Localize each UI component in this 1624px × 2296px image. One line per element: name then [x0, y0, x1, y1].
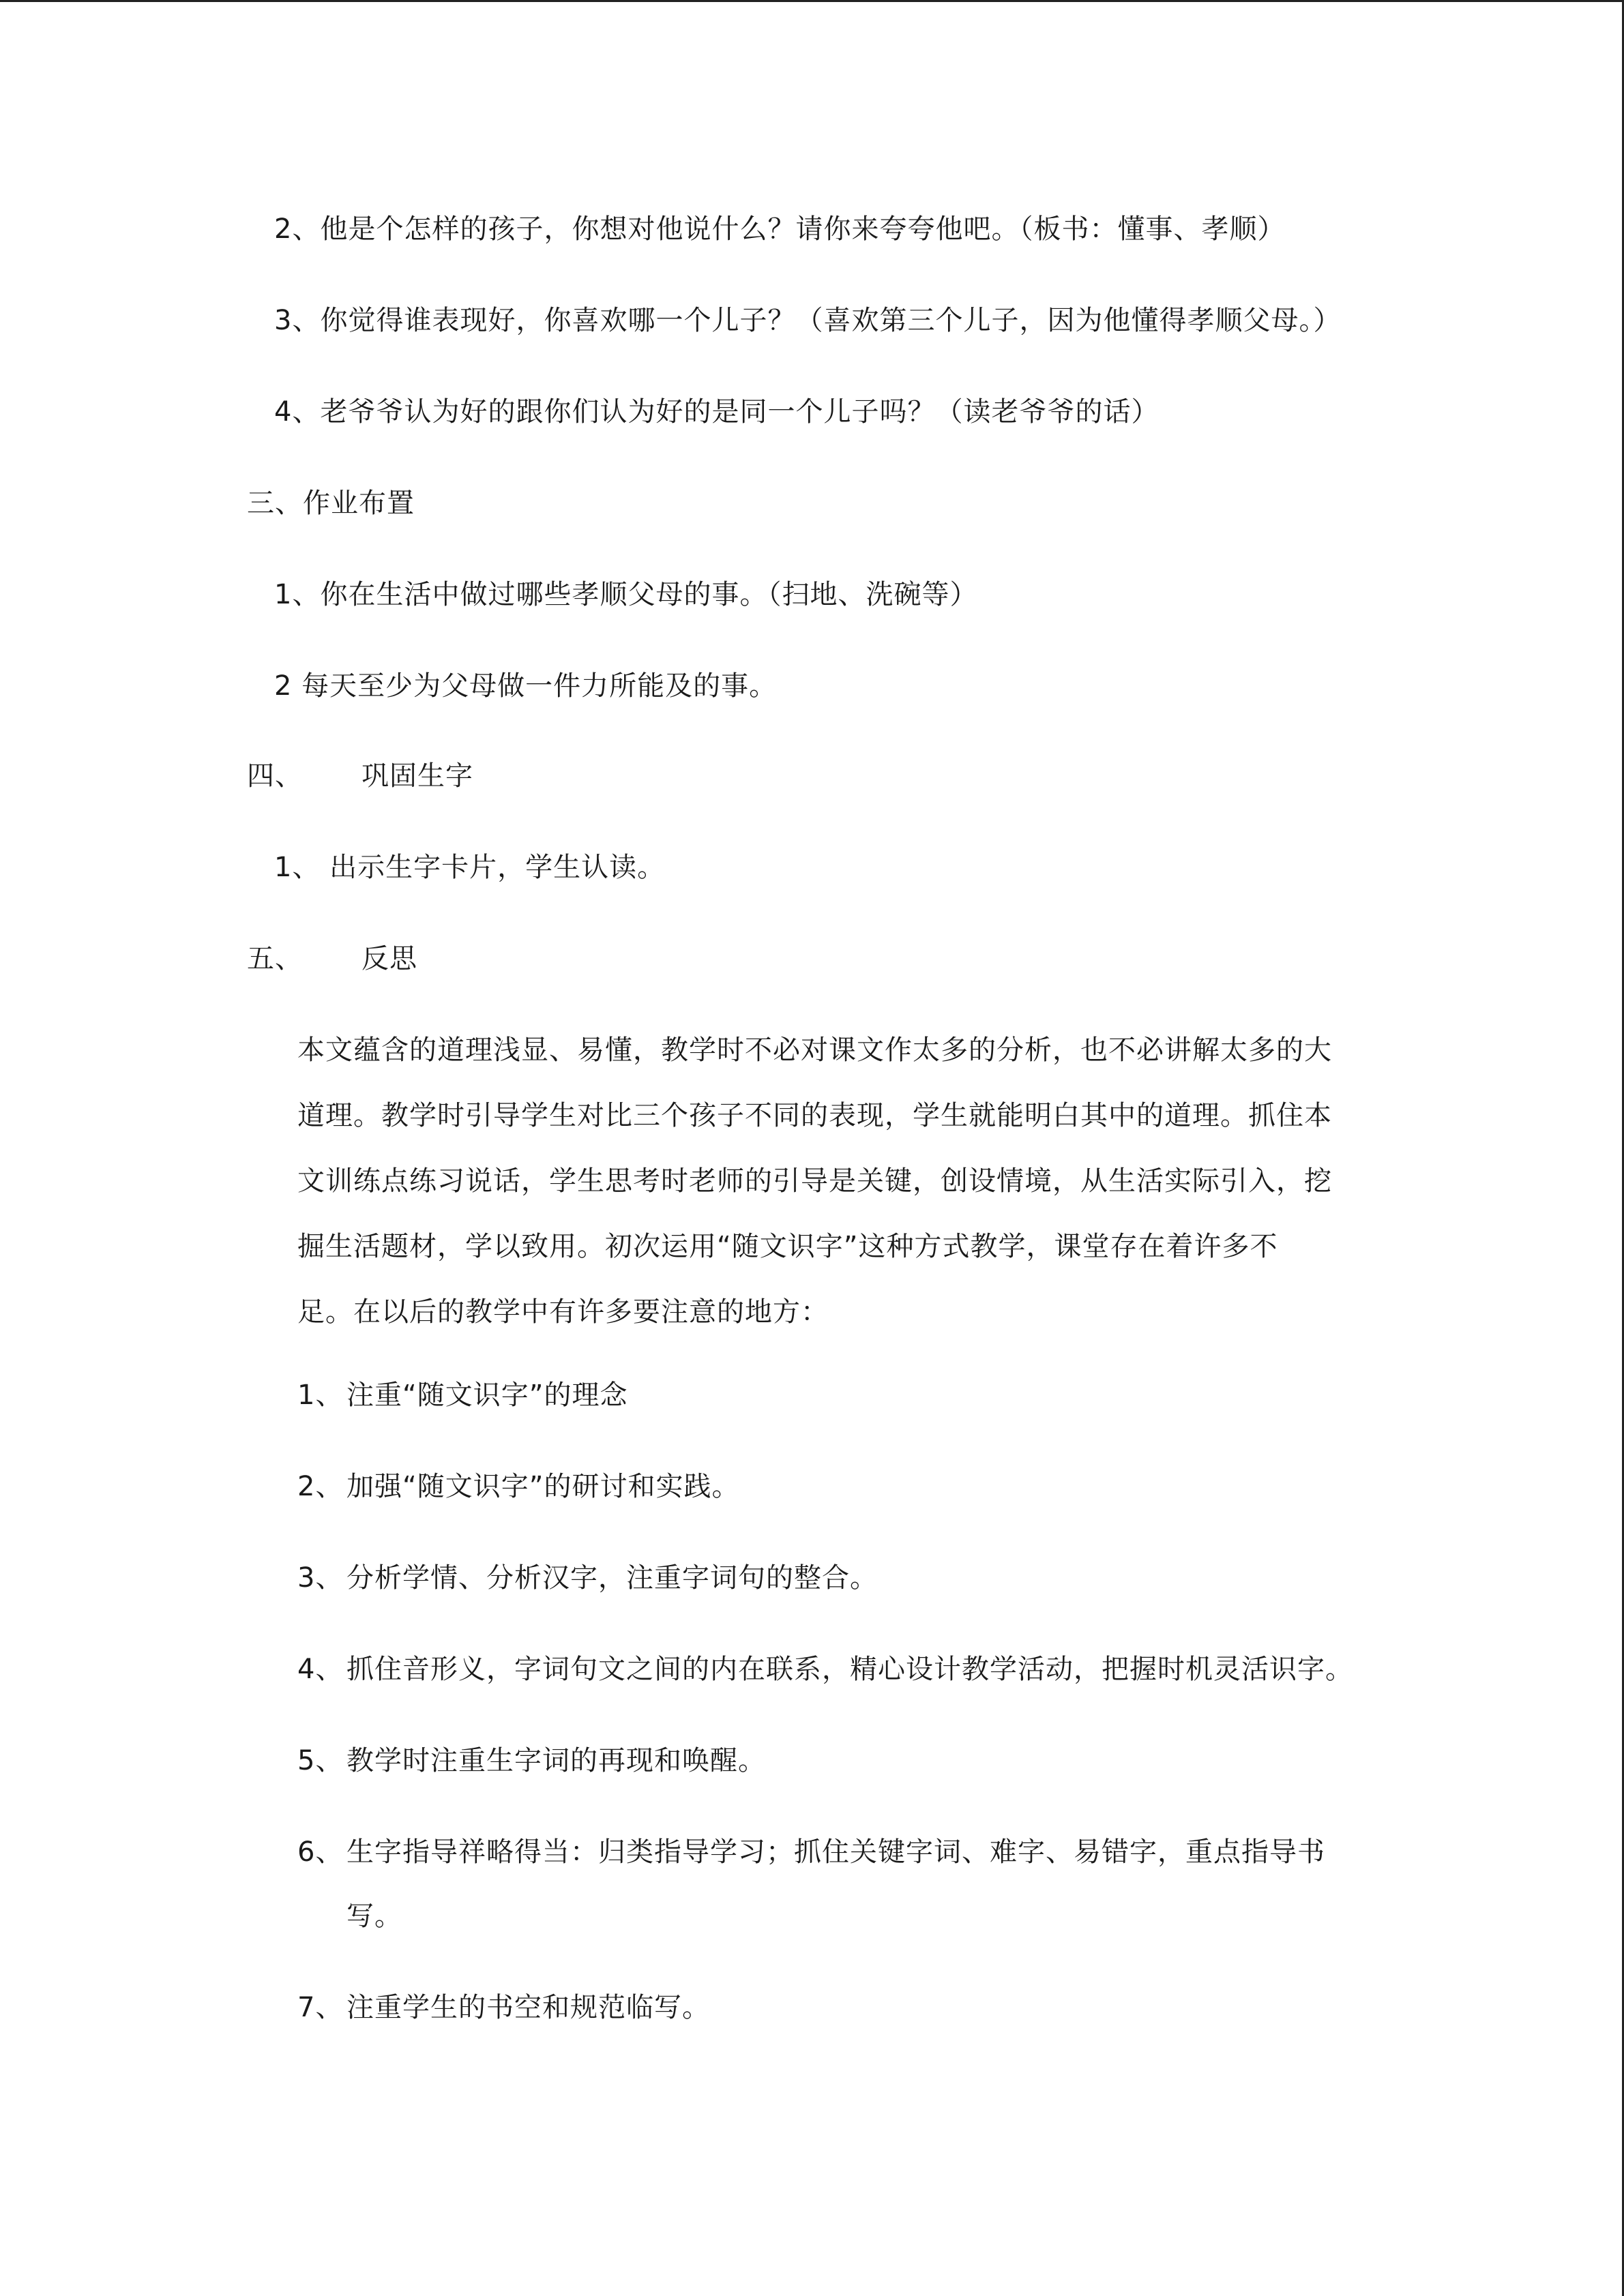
paragraph-line: 文训练点练习说话，学生思考时老师的引导是关键，创设情境，从生活实际引入，挖	[297, 1165, 1332, 1197]
section-heading: 三、作业布置	[247, 488, 415, 519]
list-item	[297, 1994, 710, 2021]
list-text: 分析学情、分析汉字，注重字词句的整合。	[346, 1562, 878, 1594]
list-text: 注重学生的书空和规范临写。	[346, 1992, 710, 2023]
list-item	[297, 1656, 1353, 1683]
list-number: 7、	[297, 1992, 344, 2023]
list-item: 1、 出示生字卡片，学生认读。	[274, 852, 666, 883]
paragraph-line: 道理。教学时引导学生对比三个孩子不同的表现，学生就能明白其中的道理。抓住本	[297, 1100, 1332, 1131]
list-item	[297, 1473, 739, 1500]
list-number: 2、	[297, 1471, 344, 1502]
list-item: 1、你在生活中做过哪些孝顺父母的事。（扫地、洗碗等）	[274, 579, 978, 610]
section-heading	[247, 945, 417, 972]
list-number: 1、	[297, 1380, 344, 1411]
page-top-border	[0, 0, 1624, 2]
list-number: 5、	[297, 1745, 344, 1776]
list-text: 生字指导祥略得当：归类指导学习；抓住关键字词、难字、易错字，重点指导书	[346, 1836, 1325, 1868]
list-text: 加强“随文识字”的研讨和实践。	[346, 1471, 740, 1502]
list-item: 4、老爷爷认为好的跟你们认为好的是同一个儿子吗？（读老爷爷的话）	[274, 396, 1160, 428]
list-item	[297, 1564, 878, 1592]
list-number: 4、	[297, 1654, 344, 1685]
list-number: 3、	[297, 1562, 344, 1594]
list-text: 教学时注重生字词的再现和唤醒。	[346, 1745, 766, 1776]
section-title: 反思	[361, 943, 417, 974]
list-number: 6、	[297, 1836, 344, 1868]
section-number: 五、	[247, 943, 303, 974]
list-item	[297, 1382, 628, 1409]
section-title: 巩固生字	[361, 760, 473, 792]
paragraph-line: 足。在以后的教学中有许多要注意的地方：	[297, 1296, 829, 1328]
list-item: 3、你觉得谁表现好，你喜欢哪一个儿子？（喜欢第三个儿子，因为他懂得孝顺父母。）	[274, 305, 1342, 336]
list-item: 2、他是个怎样的孩子，你想对他说什么？请你来夸夸他吧。（板书：懂事、孝顺）	[274, 213, 1286, 245]
list-text: 写。	[346, 1900, 402, 1932]
list-item	[297, 1747, 766, 1774]
paragraph-line: 掘生活题材，学以致用。初次运用“随文识字”这种方式教学，课堂存在着许多不	[297, 1231, 1278, 1262]
list-item	[297, 1838, 1325, 1866]
list-text: 注重“随文识字”的理念	[346, 1380, 628, 1411]
section-heading	[247, 762, 473, 790]
list-item: 2 每天至少为父母做一件力所能及的事。	[274, 670, 778, 702]
paragraph-line: 本文蕴含的道理浅显、易懂，教学时不必对课文作太多的分析，也不必讲解太多的大	[297, 1034, 1332, 1066]
section-number: 四、	[247, 760, 303, 792]
list-text: 抓住音形义，字词句文之间的内在联系，精心设计教学活动，把握时机灵活识字。	[346, 1654, 1353, 1685]
list-item-continuation	[297, 1900, 402, 1932]
